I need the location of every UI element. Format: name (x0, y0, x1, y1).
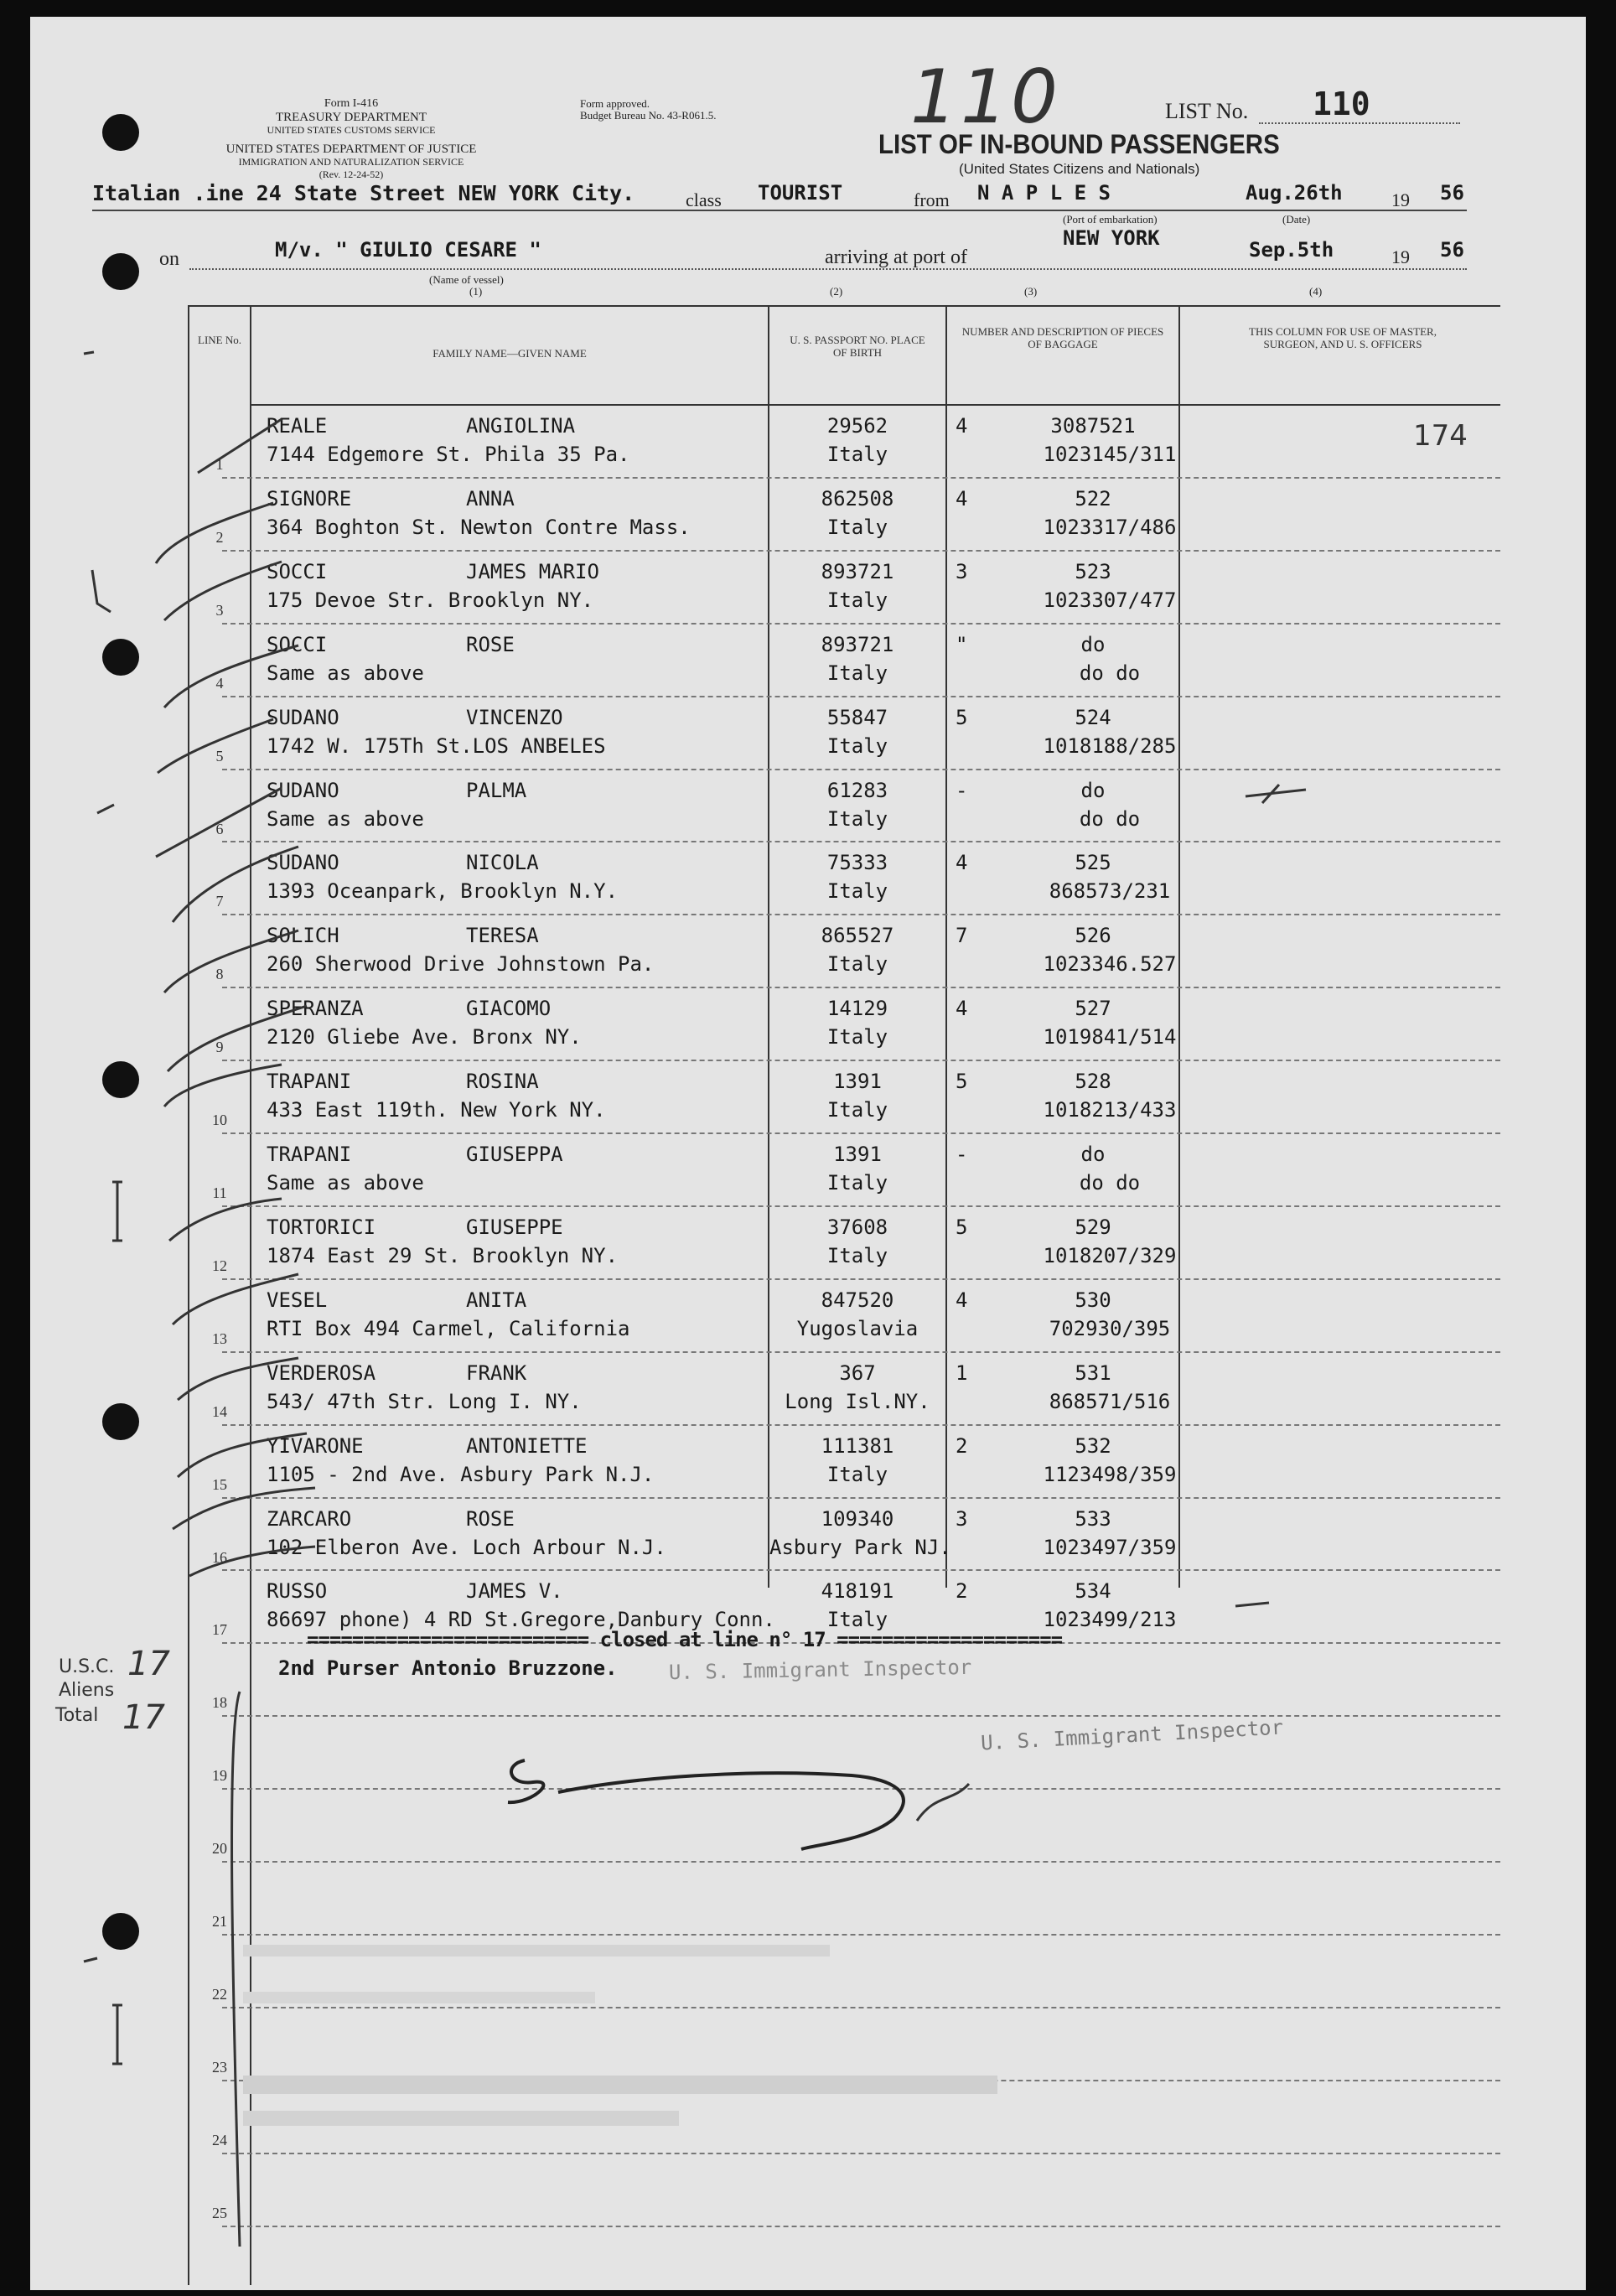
baggage-pieces: 2 (956, 1434, 968, 1458)
line-number: 13 (212, 1330, 227, 1347)
shipping-company: Italian .ine 24 State Street NEW YORK City. (92, 181, 635, 205)
form-title: LIST OF IN-BOUND PASSENGERS (878, 129, 1280, 159)
baggage-tag: 522 (1075, 487, 1111, 511)
passport-number: 847520 (821, 1288, 894, 1312)
place-of-birth: Italy (826, 1244, 888, 1267)
line-number: 9 (215, 1039, 224, 1055)
line-number: 25 (212, 2205, 227, 2221)
place-of-birth: Long Isl.NY. (785, 1390, 930, 1413)
place-of-birth: Italy (826, 807, 888, 831)
baggage-tag: 533 (1075, 1507, 1111, 1531)
line-number: 17 (212, 1621, 227, 1638)
passport-number: 893721 (821, 633, 894, 656)
place-of-birth: Asbury Park NJ. (769, 1536, 951, 1559)
baggage-ticket: 1023497/359 (1043, 1536, 1177, 1559)
col-ref-3: (3) (1024, 285, 1038, 298)
from-label: from (914, 189, 950, 210)
baggage-ticket: 1123498/359 (1043, 1463, 1177, 1486)
family-name: VERDEROSA (267, 1361, 376, 1385)
baggage-ticket: 868571/516 (1049, 1390, 1171, 1413)
baggage-ticket: 1023145/311 (1043, 443, 1177, 466)
given-name: JAMES MARIO (466, 560, 599, 583)
passport-number: 29562 (826, 414, 888, 438)
baggage-pieces: 7 (956, 924, 968, 947)
family-name: TORTORICI (267, 1215, 376, 1239)
address: Same as above (267, 661, 424, 685)
place-of-birth: Italy (826, 588, 888, 612)
family-name: SUDANO (267, 706, 339, 729)
col-ref-2: (2) (830, 285, 843, 298)
address: 1742 W. 175Th St.LOS ANBELES (267, 734, 606, 758)
place-of-birth: Yugoslavia (796, 1317, 919, 1340)
col-ref-1: (1) (469, 285, 483, 298)
list-no-label: LIST No. (1165, 99, 1249, 123)
class-value: TOURIST (758, 181, 843, 205)
given-name: JAMES V. (466, 1579, 563, 1603)
immigrant-inspector-stamp: U. S. Immigrant Inspector (668, 1655, 972, 1685)
family-name: SUDANO (267, 779, 339, 802)
line-number: 15 (212, 1476, 227, 1493)
officer-note: 174 (1413, 419, 1468, 453)
place-of-birth: Italy (826, 952, 888, 976)
passport-number: 61283 (826, 779, 888, 802)
passport-number: 109340 (821, 1507, 894, 1531)
given-name: ANITA (466, 1288, 527, 1312)
line-number: 19 (212, 1767, 227, 1784)
family-name: ZARCARO (267, 1507, 352, 1531)
line-number: 6 (215, 821, 224, 837)
family-name: SUDANO (267, 851, 339, 874)
baggage-pieces: 5 (956, 1215, 968, 1239)
on-label: on (159, 248, 179, 270)
port-embark-caption: (Port of embarkation) (1063, 213, 1158, 225)
given-name: TERESA (466, 924, 539, 947)
family-name: SOCCI (267, 633, 328, 656)
closed-at-line: ========================= closed at line n° 17 ==================== (307, 1628, 1063, 1651)
baggage-pieces: 4 (956, 414, 968, 438)
family-name: VESEL (267, 1288, 328, 1312)
given-name: PALMA (466, 779, 527, 802)
baggage-ticket: do do (1079, 1171, 1141, 1195)
departure-year: 56 (1440, 181, 1464, 205)
passport-number: 37608 (826, 1215, 888, 1239)
address: 1874 East 29 St. Brooklyn NY. (267, 1244, 619, 1267)
col-header-baggage: NUMBER AND DESCRIPTION OF PIECES OF BAGGAGE (961, 325, 1164, 350)
baggage-tag: 532 (1075, 1434, 1111, 1458)
baggage-pieces: 4 (956, 997, 968, 1020)
baggage-pieces: 5 (956, 706, 968, 729)
given-name: ANNA (466, 487, 515, 511)
vessel-name: M/v. " GIULIO CESARE " (275, 238, 541, 262)
given-name: FRANK (466, 1361, 527, 1385)
treasury-dept: TREASURY DEPARTMENT (275, 111, 427, 124)
date-caption: (Date) (1282, 213, 1311, 225)
family-name: SOLICH (267, 924, 339, 947)
address: 102 Elberon Ave. Loch Arbour N.J. (267, 1536, 666, 1559)
family-name: TRAPANI (267, 1070, 352, 1093)
family-name: SPERANZA (267, 997, 364, 1020)
baggage-pieces: 4 (956, 1288, 968, 1312)
baggage-ticket: 1023499/213 (1043, 1608, 1177, 1631)
arrival-year-prefix: 19 (1391, 246, 1410, 267)
arrival-year: 56 (1440, 238, 1464, 262)
baggage-tag: 529 (1075, 1215, 1111, 1239)
address: 1105 - 2nd Ave. Asbury Park N.J. (267, 1463, 655, 1486)
purser-signature: 2nd Purser Antonio Bruzzone. (278, 1656, 618, 1680)
baggage-ticket: 1018213/433 (1043, 1098, 1177, 1122)
place-of-birth: Italy (826, 734, 888, 758)
baggage-pieces: 2 (956, 1579, 968, 1603)
family-name: TRAPANI (267, 1143, 352, 1166)
col-ref-4: (4) (1309, 285, 1323, 298)
manifest-sheet (30, 17, 1586, 2290)
baggage-ticket: 1018188/285 (1043, 734, 1177, 758)
baggage-tag: 530 (1075, 1288, 1111, 1312)
baggage-ticket: 868573/231 (1049, 879, 1171, 903)
customs-service: UNITED STATES CUSTOMS SERVICE (267, 124, 436, 136)
line-number: 23 (212, 2059, 227, 2076)
address: 2120 Gliebe Ave. Bronx NY. (267, 1025, 582, 1049)
passport-number: 367 (839, 1361, 876, 1385)
baggage-pieces: 5 (956, 1070, 968, 1093)
col-header-line: LINE No. (198, 334, 241, 346)
address: 175 Devoe Str. Brooklyn NY. (267, 588, 594, 612)
immigrant-inspector-stamp-2: U. S. Immigrant Inspector (980, 1715, 1284, 1755)
baggage-ticket: 1023346.527 (1043, 952, 1177, 976)
class-label: class (686, 189, 722, 210)
line-number: 12 (212, 1257, 227, 1274)
baggage-pieces: " (956, 633, 968, 656)
line-number: 5 (215, 748, 224, 764)
place-of-birth: Italy (826, 1098, 888, 1122)
baggage-ticket: do do (1079, 807, 1141, 831)
baggage-tag: do (1080, 779, 1106, 802)
address: 86697 phone) 4 RD St.Gregore,Danbury Conn. (267, 1608, 775, 1631)
address: 364 Boghton St. Newton Contre Mass. (267, 516, 691, 539)
family-name: YIVARONE (267, 1434, 364, 1458)
passport-number: 55847 (826, 706, 888, 729)
passport-number: 1391 (833, 1143, 882, 1166)
baggage-pieces: 4 (956, 487, 968, 511)
passport-number: 111381 (821, 1434, 894, 1458)
family-name: SOCCI (267, 560, 328, 583)
col-header-name: FAMILY NAME—GIVEN NAME (432, 347, 587, 360)
form-subtitle: (United States Citizens and Nationals) (959, 161, 1200, 177)
place-of-birth: Italy (826, 1463, 888, 1486)
line-number: 22 (212, 1986, 227, 2003)
baggage-ticket: 1023307/477 (1043, 588, 1177, 612)
baggage-pieces: 1 (956, 1361, 968, 1385)
address: 260 Sherwood Drive Johnstown Pa. (267, 952, 655, 976)
departure-date: Aug.26th (1246, 181, 1343, 205)
handwritten-list-number: 110 (910, 54, 1061, 140)
line-number: 4 (215, 675, 224, 692)
us-citizens-label: U.S.C. (59, 1656, 115, 1677)
col-header-officers: THIS COLUMN FOR USE OF MASTER, SURGEON, AND U. S. OFFICERS (1249, 325, 1437, 350)
family-name: SIGNORE (267, 487, 352, 511)
passport-number: 865527 (821, 924, 894, 947)
place-of-birth: Italy (826, 516, 888, 539)
form-number: Form I-416 (324, 97, 379, 110)
line-number: 8 (215, 966, 224, 982)
baggage-pieces: 3 (956, 1507, 968, 1531)
total-label: Total (55, 1705, 99, 1726)
baggage-tag: 531 (1075, 1361, 1111, 1385)
baggage-ticket: 1018207/329 (1043, 1244, 1177, 1267)
vessel-caption: (Name of vessel) (429, 273, 504, 286)
address: 543/ 47th Str. Long I. NY. (267, 1390, 582, 1413)
line-number: 20 (212, 1840, 227, 1857)
line-number: 24 (212, 2132, 227, 2148)
passport-number: 75333 (826, 851, 888, 874)
given-name: ROSE (466, 633, 515, 656)
given-name: ANGIOLINA (466, 414, 576, 438)
baggage-ticket: do do (1079, 661, 1141, 685)
family-name: REALE (267, 414, 328, 438)
baggage-tag: 523 (1075, 560, 1111, 583)
line-number: 16 (212, 1549, 227, 1566)
given-name: NICOLA (466, 851, 539, 874)
baggage-tag: 3087521 (1050, 414, 1136, 438)
given-name: GIUSEPPA (466, 1143, 563, 1166)
address: Same as above (267, 807, 424, 831)
total-count: 17 (122, 1698, 165, 1737)
line-number: 7 (215, 893, 224, 910)
baggage-ticket: 1019841/514 (1043, 1025, 1177, 1049)
address: 7144 Edgemore St. Phila 35 Pa. (267, 443, 630, 466)
port-of-embarkation: N A P L E S (977, 181, 1111, 205)
line-number: 21 (212, 1913, 227, 1930)
given-name: ANTONIETTE (466, 1434, 588, 1458)
address: 1393 Oceanpark, Brooklyn N.Y. (267, 879, 619, 903)
address: 433 East 119th. New York NY. (267, 1098, 606, 1122)
baggage-tag: 528 (1075, 1070, 1111, 1093)
place-of-birth: Italy (826, 1025, 888, 1049)
address: Same as above (267, 1171, 424, 1195)
baggage-tag: 524 (1075, 706, 1111, 729)
baggage-pieces: 3 (956, 560, 968, 583)
line-number: 2 (215, 529, 224, 546)
line-number: 10 (212, 1112, 227, 1128)
pen-check-marks (30, 17, 1586, 2290)
passport-number: 1391 (833, 1070, 882, 1093)
family-name: RUSSO (267, 1579, 328, 1603)
place-of-birth: Italy (826, 1171, 888, 1195)
baggage-tag: do (1080, 1143, 1106, 1166)
arriving-label: arriving at port of (825, 246, 967, 268)
budget-bureau: Budget Bureau No. 43-R061.5. (580, 109, 717, 122)
aliens-label: Aliens (59, 1680, 115, 1701)
revision-date: (Rev. 12-24-52) (319, 168, 384, 180)
us-citizens-count: 17 (127, 1645, 170, 1683)
baggage-tag: 534 (1075, 1579, 1111, 1603)
line-number: 14 (212, 1403, 227, 1420)
line-number: 1 (215, 456, 224, 473)
given-name: VINCENZO (466, 706, 563, 729)
baggage-tag: do (1080, 633, 1106, 656)
baggage-pieces: 4 (956, 851, 968, 874)
passport-number: 418191 (821, 1579, 894, 1603)
baggage-ticket: 702930/395 (1049, 1317, 1171, 1340)
arrival-port: NEW YORK (1063, 226, 1160, 250)
col-header-passport: U. S. PASSPORT NO. PLACE OF BIRTH (790, 334, 925, 359)
form-approved: Form approved. (580, 97, 650, 110)
departure-year-prefix: 19 (1391, 189, 1410, 210)
ins-service: IMMIGRATION AND NATURALIZATION SERVICE (238, 156, 464, 168)
place-of-birth: Italy (826, 1608, 888, 1631)
given-name: GIACOMO (466, 997, 552, 1020)
line-number: 18 (212, 1694, 227, 1711)
baggage-tag: 527 (1075, 997, 1111, 1020)
given-name: ROSINA (466, 1070, 539, 1093)
given-name: ROSE (466, 1507, 515, 1531)
line-number: 11 (212, 1184, 227, 1201)
baggage-ticket: 1023317/486 (1043, 516, 1177, 539)
line-number: 3 (215, 602, 224, 619)
place-of-birth: Italy (826, 661, 888, 685)
baggage-tag: 526 (1075, 924, 1111, 947)
justice-dept: UNITED STATES DEPARTMENT OF JUSTICE (225, 143, 477, 156)
baggage-tag: 525 (1075, 851, 1111, 874)
passport-number: 14129 (826, 997, 888, 1020)
place-of-birth: Italy (826, 443, 888, 466)
arrival-date: Sep.5th (1249, 238, 1334, 262)
passport-number: 893721 (821, 560, 894, 583)
place-of-birth: Italy (826, 879, 888, 903)
baggage-pieces: - (956, 1143, 968, 1166)
passport-number: 862508 (821, 487, 894, 511)
address: RTI Box 494 Carmel, California (267, 1317, 630, 1340)
list-no-value: 110 (1313, 86, 1370, 122)
baggage-pieces: - (956, 779, 968, 802)
given-name: GIUSEPPE (466, 1215, 563, 1239)
